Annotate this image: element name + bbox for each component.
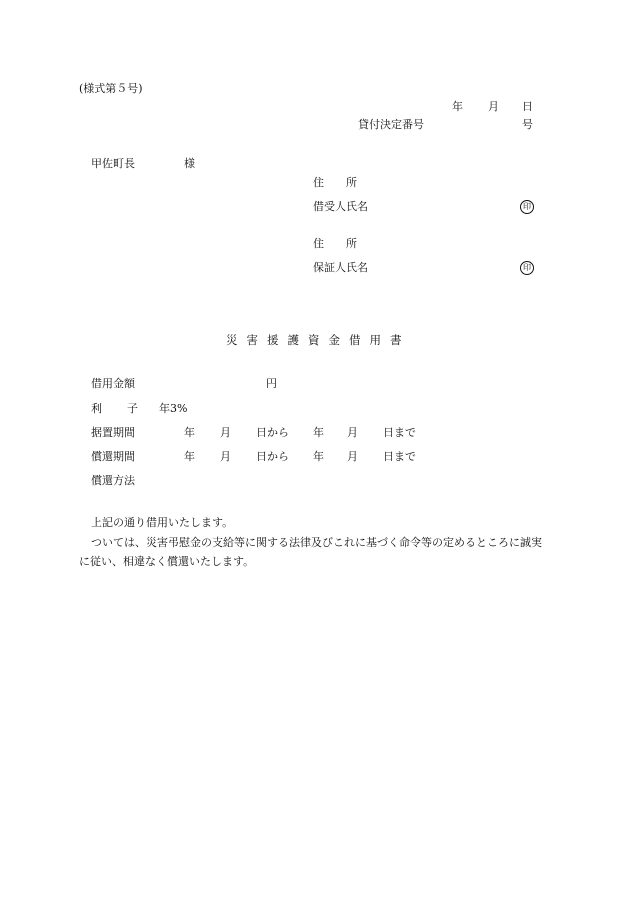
deferment-year: 年 xyxy=(184,426,195,439)
borrower-name-label: 借受人氏名 xyxy=(313,200,368,213)
repayment-period-year2: 年 xyxy=(313,450,324,463)
date-month: 月 xyxy=(488,100,499,113)
title-char: 災 xyxy=(226,333,238,347)
body-paragraph: ついては、災害弔慰金の支給等に関する法律及びこれに基づく命令等の定めるところに誠実に従い、相違なく償還いたします。 xyxy=(79,536,542,568)
guarantor-address-label: 住 所 xyxy=(313,237,357,250)
amount-unit: 円 xyxy=(266,377,277,390)
date-year: 年 xyxy=(452,100,463,113)
repayment-period-month: 月 xyxy=(220,450,231,463)
interest-value: 年3% xyxy=(159,402,188,415)
guarantor-seal-icon: 印 xyxy=(520,261,534,275)
interest-label-1: 利 xyxy=(91,402,102,415)
document-title xyxy=(226,333,411,348)
repayment-method-label: 償還方法 xyxy=(91,474,135,487)
deferment-until: 日まで xyxy=(383,426,416,439)
title-char: 金 xyxy=(328,333,340,347)
repayment-period-year: 年 xyxy=(184,450,195,463)
title-char: 援 xyxy=(267,333,279,347)
form-number: (様式第５号) xyxy=(79,82,143,95)
deferment-month: 月 xyxy=(220,426,231,439)
deferment-label: 据置期間 xyxy=(91,426,135,439)
repayment-period-label: 償還期間 xyxy=(91,450,135,463)
loan-decision-suffix: 号 xyxy=(522,118,533,131)
deferment-from: 日から xyxy=(256,426,289,439)
title-char: 護 xyxy=(287,333,299,347)
guarantor-name-label: 保証人氏名 xyxy=(313,261,368,274)
body-line-1: 上記の通り借用いたします。 xyxy=(91,516,234,529)
amount-label: 借用金額 xyxy=(91,377,135,390)
date-day: 日 xyxy=(522,100,533,113)
title-char: 書 xyxy=(390,333,402,347)
title-char: 用 xyxy=(369,333,381,347)
addressee-honorific: 様 xyxy=(184,157,195,170)
loan-decision-label: 貸付決定番号 xyxy=(358,118,424,131)
title-char: 害 xyxy=(246,333,258,347)
repayment-period-from: 日から xyxy=(256,450,289,463)
deferment-month2: 月 xyxy=(347,426,358,439)
borrower-address-label: 住 所 xyxy=(313,176,357,189)
interest-label-2: 子 xyxy=(127,402,138,415)
borrower-seal-icon: 印 xyxy=(520,200,534,214)
title-char: 借 xyxy=(349,333,361,347)
title-char: 資 xyxy=(308,333,320,347)
repayment-period-month2: 月 xyxy=(347,450,358,463)
deferment-year2: 年 xyxy=(313,426,324,439)
repayment-period-until: 日まで xyxy=(383,450,416,463)
addressee-name: 甲佐町長 xyxy=(91,157,135,170)
